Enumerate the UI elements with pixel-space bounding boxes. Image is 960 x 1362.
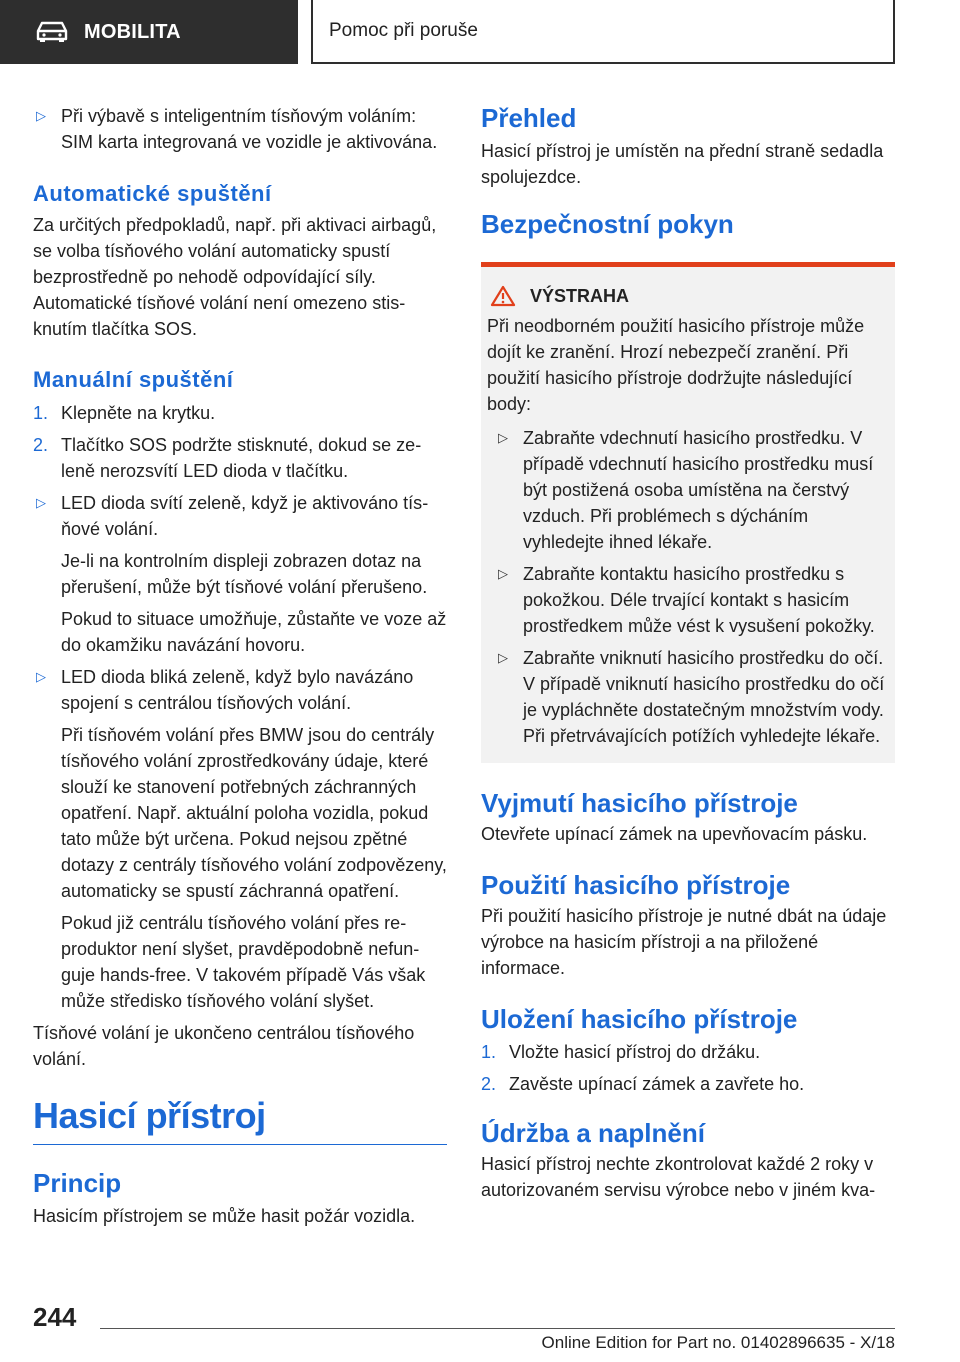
numbered-step [481, 1071, 895, 1097]
list-item [33, 490, 447, 542]
edition-text: Online Edition for Part no. 01402896635 - X/18 [541, 1333, 895, 1352]
heading-maint: Údržba a naplnění [481, 1118, 705, 1148]
warning-item-text: Zabraňte vdechnutí hasicího prostředku. V případě vdechnutí hasicího prostředku musí být postižená osoba umístěna na čerstvý vzduch. Při problémech s dýcháním vyhledejte ihned lékaře. [523, 428, 874, 552]
step-number: 1. [33, 403, 49, 423]
list-paragraph: Je-li na kontrolním displeji zobrazen dotaz na přerušení, může být tísňové volání přerušeno. [61, 551, 428, 597]
list-item [33, 664, 447, 716]
warning-item [487, 425, 885, 555]
heading-remove: Vyjmutí hasicího přístroje [481, 788, 798, 818]
step-number: 1. [481, 1042, 497, 1062]
page-number: 244 [33, 1302, 77, 1332]
step-text: Klepněte na krytku. [61, 403, 216, 423]
page-header [311, 0, 895, 64]
triangle-bullet-icon: ▷ [498, 650, 508, 665]
paragraph-use: Při použití hasicího přístroje je nutné dbát na údaje výrobce na hasicím přístroji a na přiložené informace. [481, 906, 887, 978]
list-item-text: Při výbavě s inteligentním tísňovým voláním: SIM karta integrovaná ve vozidle je aktivována. [61, 106, 438, 152]
right-column [481, 96, 895, 1203]
list-item-text: LED dioda bliká zeleně, když bylo navázáno spojení s centrálou tísňových volání. [61, 667, 414, 713]
heading-manual: Manuální spuštění [33, 367, 234, 392]
heading-overview: Přehled [481, 103, 577, 133]
paragraph-end: Tísňové volání je ukončeno centrálou tísňového volání. [33, 1023, 415, 1069]
triangle-bullet-icon: ▷ [498, 566, 508, 581]
step-text: Tlačítko SOS podržte stisknuté, dokud se zeleně nerozsvítí LED dioda v tlačítku. [61, 435, 422, 481]
heading-safety: Bezpečnostní pokyn [481, 209, 734, 239]
car-icon [36, 21, 68, 43]
warning-item-text: Zabraňte vniknutí hasicího prostředku do očí. V případě vniknutí hasicího prostředku do očí je vypláchněte dostatečným množstvím vody. Při přetrvávajících potížích vyhledejte lékaře. [523, 648, 885, 746]
warning-text: Při neodborném použití hasicího přístroje může dojít ke zranění. Hrozí nebezpečí zranění. Při použití hasicího přístroje dodržujte následující body: [487, 316, 865, 414]
warning-box [481, 262, 895, 763]
paragraph-overview: Hasicí přístroj je umístěn na přední straně sedadla spolujezdce. [481, 141, 884, 187]
warning-item-text: Zabraňte kontaktu hasicího prostředku s pokožkou. Déle trvající kontakt s hasicím prostředkem může vést k vysušení pokožky. [523, 564, 875, 636]
heading-use: Použití hasicího přístroje [481, 870, 791, 900]
step-number: 2. [33, 435, 49, 455]
triangle-bullet-icon: ▷ [36, 669, 46, 684]
section-label: MOBILITA [84, 20, 181, 43]
step-text: Zavěste upínací zámek a zavřete ho. [509, 1074, 805, 1094]
paragraph-auto: Za určitých předpokladů, např. při aktivaci airbagů, se volba tísňového volání automaticky spustí bezprostředně po nehodě odpovídající síly. Automatické tísňové volání není omezeno stisknutím tlačítka SOS. [33, 215, 437, 339]
heading-auto: Automatické spuštění [33, 181, 272, 206]
warning-item [487, 561, 885, 639]
triangle-bullet-icon: ▷ [36, 495, 46, 510]
paragraph-maint: Hasicí přístroj nechte zkontrolovat každé 2 roky v autorizovaném servisu výrobce nebo v jiném kva- [481, 1154, 876, 1200]
numbered-step [33, 400, 447, 426]
section-tab [0, 0, 298, 64]
left-column [33, 96, 447, 1229]
list-paragraph: Pokud to situace umožňuje, zůstaňte ve voze až do okamžiku navázání hovoru. [61, 609, 447, 655]
numbered-step [481, 1039, 895, 1065]
triangle-bullet-icon: ▷ [498, 430, 508, 445]
list-item-text: LED dioda svítí zeleně, když je aktivováno tísňové volání. [61, 493, 429, 539]
list-paragraph: Pokud již centrálu tísňového volání přes reproduktor není slyšet, pravděpodobně nefunguje hands-free. V takovém případě Vás však může středisko tísňového volání slyšet. [61, 913, 426, 1011]
warning-item [487, 645, 885, 749]
list-paragraph: Při tísňovém volání přes BMW jsou do centrály tísňového volání zprostředkovány údaje, které slouží ke stanovení potřebných záchranných opatření. Např. aktuální poloha vozidla, pokud tato může být určena. Pokud nejsou zpětné dotazy z centrály tísňového volání zodpovězeny, automaticky se spustí záchranná opatření. [61, 725, 447, 901]
heading-princip: Princip [33, 1168, 122, 1198]
warning-triangle-icon [490, 285, 516, 307]
warning-label: VÝSTRAHA [530, 285, 630, 306]
footer-divider [100, 1328, 895, 1329]
chapter-title: Hasicí přístroj [33, 1094, 447, 1145]
step-text: Vložte hasicí přístroj do držáku. [509, 1042, 761, 1062]
step-number: 2. [481, 1074, 497, 1094]
numbered-step [33, 432, 447, 484]
heading-store: Uložení hasicího přístroje [481, 1004, 798, 1034]
warning-title [490, 285, 885, 307]
list-item [33, 103, 447, 155]
page-title: Pomoc při poruše [329, 20, 478, 41]
paragraph-remove: Otevřete upínací zámek na upevňovacím pásku. [481, 824, 868, 844]
paragraph-princip: Hasicím přístrojem se může hasit požár vozidla. [33, 1206, 416, 1226]
triangle-bullet-icon: ▷ [36, 108, 46, 123]
